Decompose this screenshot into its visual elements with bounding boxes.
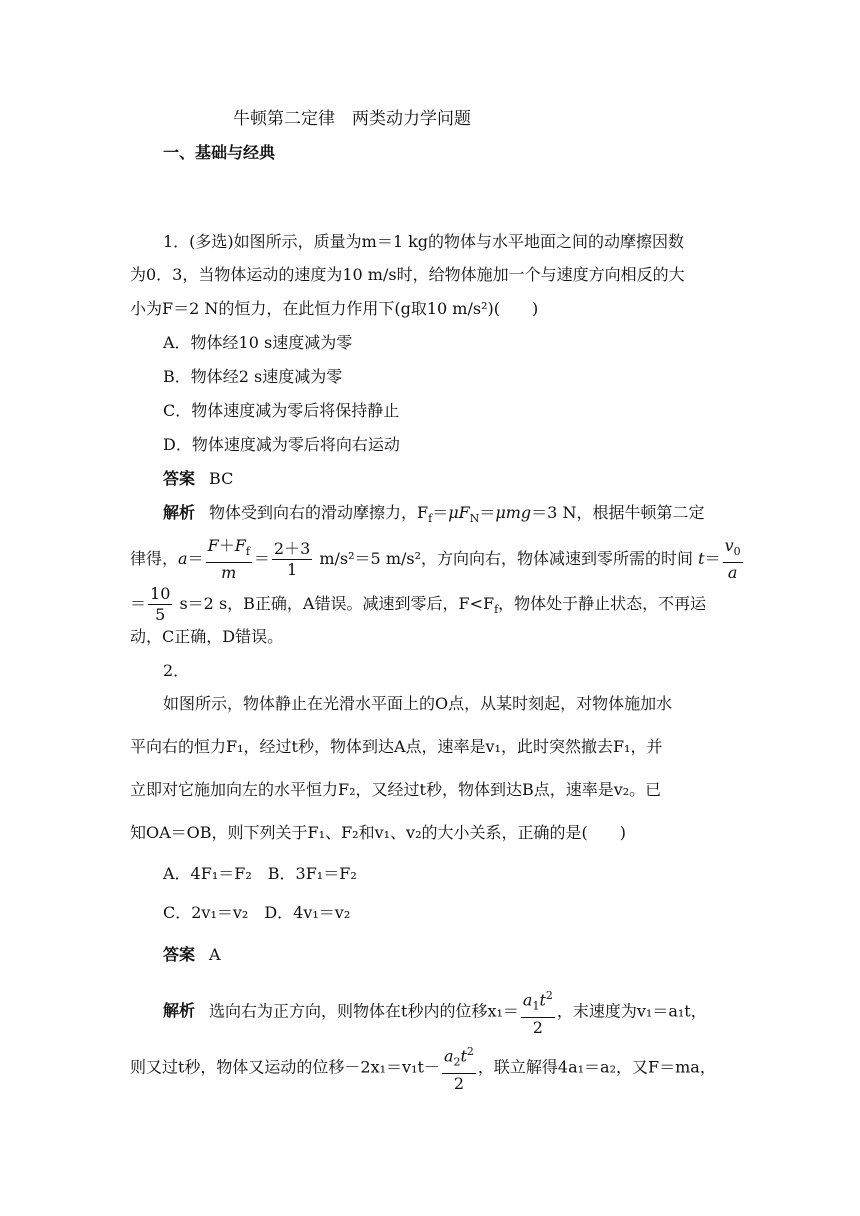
q1-analysis-line-1: 解析 物体受到向右的滑动摩擦力，$F_f=\mu F_N=\mu mg=3$ N，根据牛顿第二定 bbox=[163, 503, 705, 526]
q1-option-a: A．物体经10 s速度减为零 bbox=[163, 333, 353, 352]
fraction: $\frac{v_0}{a}$ bbox=[724, 536, 741, 583]
q2-analysis-line-2 bbox=[130, 1042, 730, 1094]
q1-line-1: 1．(多选)如图所示，质量为m＝1 kg的物体与水平地面之间的动摩擦因数 bbox=[163, 232, 685, 251]
fraction: $\frac{a_2t^2}{2}$ bbox=[442, 1042, 476, 1094]
q2-line-3: 立即对它施加向左的水平恒力F₂，又经过t秒，物体到达B点，速率是v₂。已 bbox=[130, 780, 662, 799]
analysis-label: 解析 bbox=[163, 1001, 196, 1021]
analysis-label: 解析 bbox=[163, 503, 196, 522]
fraction: $\frac{F+F_f}{m}$ bbox=[207, 536, 250, 583]
answer-value: A bbox=[209, 945, 221, 964]
analysis-text: 根据牛顿第二定 bbox=[592, 503, 705, 522]
q1-analysis-line-4: 动，C正确，D错误。 bbox=[130, 627, 284, 646]
q2-number: 2． bbox=[163, 661, 190, 680]
answer-label: 答案 bbox=[163, 945, 196, 964]
analysis-text: ，物体处于静止状态，不再运 bbox=[498, 594, 707, 613]
q2-options-ab: A．4F₁＝F₂ B．3F₁＝F₂ bbox=[163, 864, 357, 883]
analysis-text: B正确，A错误。减速到零后，F<F bbox=[243, 594, 495, 613]
fraction: $\frac{2+3}{1}$ bbox=[273, 539, 311, 580]
q2-answer bbox=[163, 944, 763, 966]
q1-option-b: B．物体经2 s速度减为零 bbox=[163, 367, 343, 386]
q2-analysis-line-1 bbox=[163, 986, 763, 1038]
q1-answer bbox=[163, 468, 763, 490]
analysis-text: ，末速度为v₁＝a₁t， bbox=[556, 1001, 707, 1021]
analysis-text: 物体受到向右的滑动摩擦力，F bbox=[209, 503, 429, 522]
page-title: 牛顿第二定律 两类动力学问题 bbox=[233, 109, 471, 129]
analysis-text: 则又过t秒，物体又运动的位移－2x₁＝v₁t－ bbox=[130, 1057, 440, 1077]
q2-line-1: 如图所示，物体静止在光滑水平面上的O点，从某时刻起，对物体施加水 bbox=[163, 694, 673, 713]
q1-option-d: D．物体速度减为零后将向右运动 bbox=[163, 435, 400, 454]
q2-line-4: 知OA＝OB，则下列关于F₁、F₂和v₁、v₂的大小关系，正确的是( ) bbox=[130, 823, 626, 842]
analysis-text: ，联立解得4a₁＝a₂，又F＝ma， bbox=[477, 1057, 716, 1077]
q2-options-cd: C．2v₁＝v₂ D．4v₁＝v₂ bbox=[163, 903, 351, 922]
q1-analysis-line-2: 律得，a＝ $\frac{F+F_f}{m}$ ＝ $\frac{2+3}{1}$ m/s²＝5 m/s²，方向向右，物体减速到零所需的时间 t＝ $\frac{v_0}{a}$ bbox=[130, 536, 741, 583]
q1-option-c: C．物体速度减为零后将保持静止 bbox=[163, 401, 400, 420]
fraction: $\frac{10}{5}$ bbox=[150, 584, 171, 624]
answer-value: BC bbox=[209, 469, 234, 488]
fraction: $\frac{a_1t^2}{2}$ bbox=[521, 986, 555, 1038]
section-heading: 一、基础与经典 bbox=[163, 143, 276, 162]
answer-label: 答案 bbox=[163, 469, 196, 488]
q1-line-3: 小为F＝2 N的恒力，在此恒力作用下(g取10 m/s²)( ) bbox=[130, 299, 539, 318]
analysis-text: 选向右为正方向，则物体在t秒内的位移x₁＝ bbox=[209, 1001, 519, 1021]
q1-line-2: 为0．3，当物体运动的速度为10 m/s时，给物体施加一个与速度方向相反的大 bbox=[130, 265, 685, 284]
analysis-text: 方向向右，物体减速到零所需的时间 bbox=[437, 549, 694, 569]
q2-line-2: 平向右的恒力F₁，经过t秒，物体到达A点，速率是v₁，此时突然撤去F₁，并 bbox=[130, 737, 663, 756]
q1-analysis-line-3: ＝ $\frac{10}{5}$ s＝2 s，B正确，A错误。减速到零后，$F<F_f$，物体处于静止状态，不再运 bbox=[130, 584, 707, 624]
